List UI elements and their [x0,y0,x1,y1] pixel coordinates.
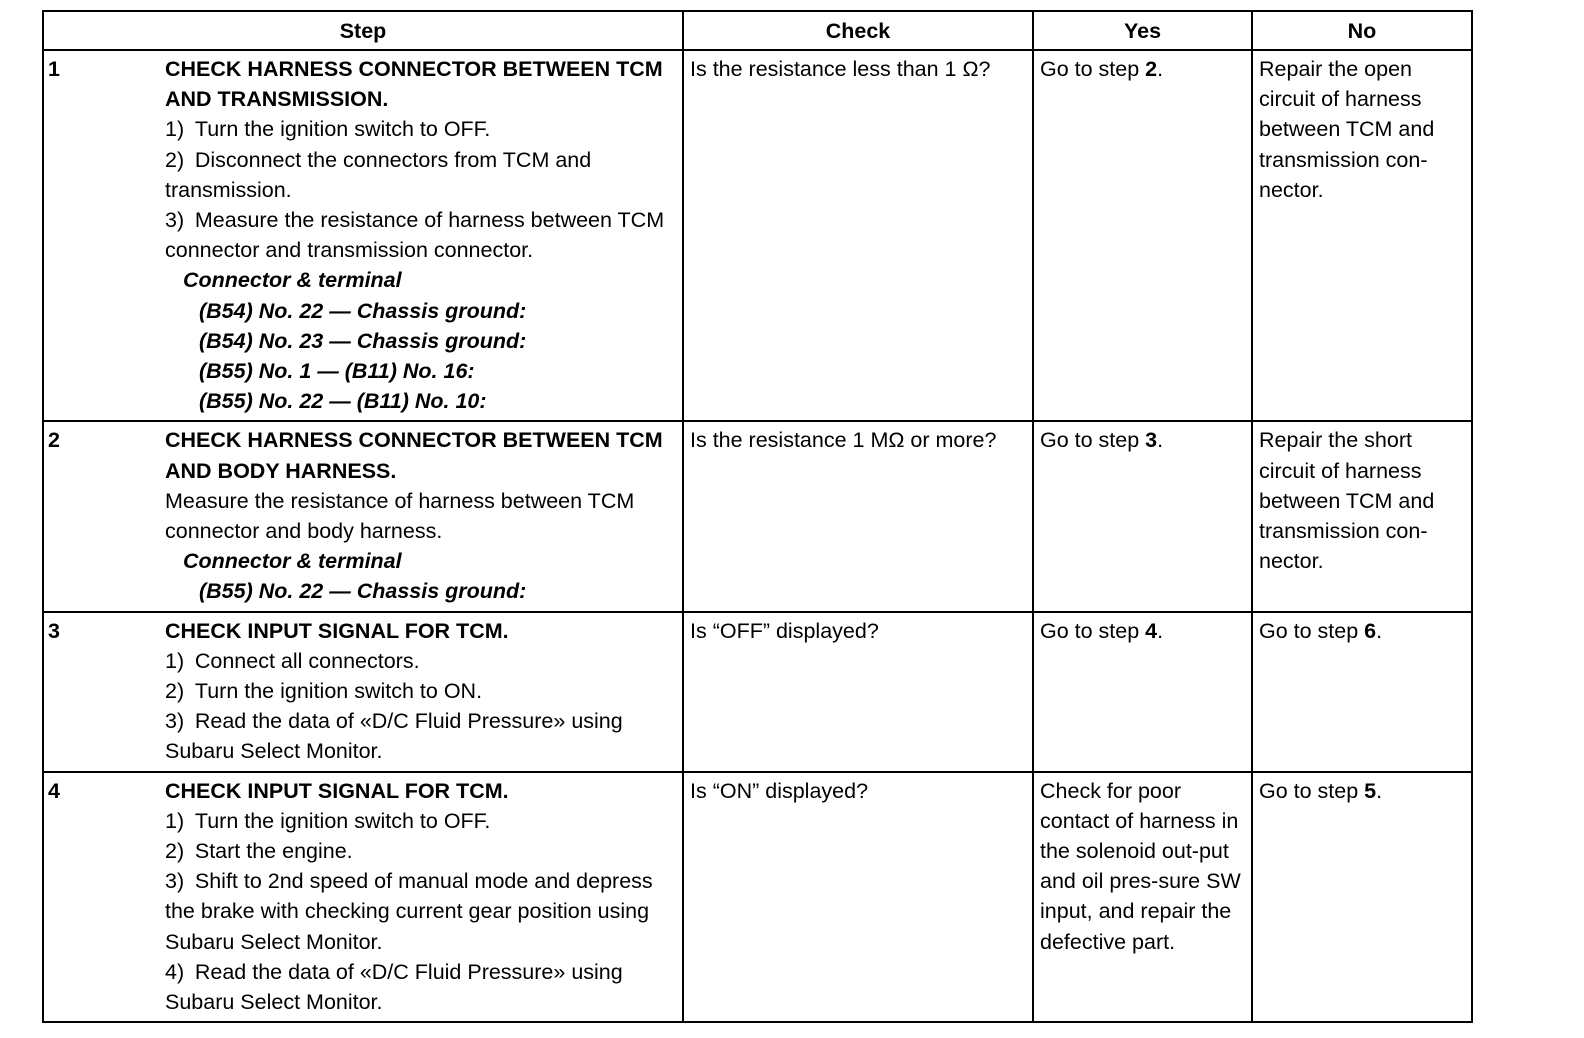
check-cell: Is “OFF” displayed? [683,612,1033,772]
table-row [43,50,1472,421]
step-description [165,612,683,772]
terminal-spec: (B54) No. 22 — Chassis ground: [199,298,527,323]
header-step: Step [43,11,683,50]
terminal-spec: (B55) No. 22 — Chassis ground: [199,579,527,604]
no-cell [1252,50,1472,421]
step-instruction: 1) Connect all connectors. [165,648,420,673]
yes-cell [1033,421,1252,611]
step-instruction: 2) Disconnect the connectors from TCM and transmission. [165,147,592,202]
yes-text: Check for poor contact of harness in the solenoid out-put and oil pres-sure SW input, and repair the defective part. [1040,778,1241,954]
terminal-spec: (B54) No. 23 — Chassis ground: [199,328,527,353]
no-text: Go to step [1259,618,1365,643]
connector-terminal-label: Connector & terminal [183,268,402,293]
no-cell [1252,772,1472,1023]
step-instruction: 2) Start the engine. [165,839,353,864]
check-cell: Is “ON” displayed? [683,772,1033,1023]
step-number: 2 [43,421,165,611]
step-number: 1 [43,50,165,421]
connector-terminal-label: Connector & terminal [183,549,402,574]
yes-step-ref: 2 [1145,57,1158,81]
step-title: CHECK HARNESS CONNECTOR BETWEEN TCM AND TRANSMISSION. [165,57,663,112]
step-instruction: 1) Turn the ignition switch to OFF. [165,117,491,142]
step-description [165,50,683,421]
step-number: 4 [43,772,165,1023]
table-body [43,50,1472,1022]
step-instruction: 4) Read the data of «D/C Fluid Pressure» using Subaru Select Monitor. [165,959,623,1015]
step-description [165,772,683,1023]
yes-suffix: . [1157,57,1164,81]
no-step-ref: 6 [1364,618,1377,643]
yes-cell [1033,612,1252,772]
no-text: Repair the open circuit of harness between TCM and transmission con-nector. [1259,57,1435,202]
terminal-spec: (B55) No. 1 — (B11) No. 16: [199,359,475,384]
no-step-ref: 5 [1364,778,1377,803]
yes-suffix: . [1157,618,1164,643]
check-cell: Is the resistance less than 1 Ω? [683,50,1033,421]
header-yes: Yes [1033,11,1252,50]
no-text: Go to step [1259,778,1365,803]
header-check: Check [683,11,1033,50]
step-instruction: 3) Read the data of «D/C Fluid Pressure» using Subaru Select Monitor. [165,709,623,764]
step-title: CHECK INPUT SIGNAL FOR TCM. [165,778,509,803]
yes-text: Go to step [1040,57,1146,81]
table-row [43,612,1472,772]
step-instruction: 2) Turn the ignition switch to ON. [165,679,483,704]
step-title: CHECK HARNESS CONNECTOR BETWEEN TCM AND BODY HARNESS. [165,428,663,483]
no-text: Repair the short circuit of harness between TCM and transmission con-nector. [1259,428,1435,574]
step-instruction: 3) Shift to 2nd speed of manual mode and depress the brake with checking current gear position using Subaru Select Monitor. [165,869,653,954]
no-suffix: . [1376,618,1383,643]
no-suffix: . [1376,778,1383,803]
yes-text: Go to step [1040,618,1146,643]
yes-cell [1033,50,1252,421]
step-instruction: 1) Turn the ignition switch to OFF. [165,808,491,833]
yes-step-ref: 4 [1145,618,1158,643]
yes-text: Go to step [1040,428,1146,453]
header-no: No [1252,11,1472,50]
diagnostic-table [42,10,1473,1023]
check-cell: Is the resistance 1 MΩ or more? [683,421,1033,611]
header-row [43,11,1472,50]
step-description [165,421,683,611]
step-title: CHECK INPUT SIGNAL FOR TCM. [165,618,509,643]
no-cell [1252,612,1472,772]
no-cell [1252,421,1472,611]
table-row [43,772,1472,1023]
step-instruction: 3) Measure the resistance of harness between TCM connector and transmission connector. [165,208,665,263]
terminal-spec: (B55) No. 22 — (B11) No. 10: [199,389,487,414]
yes-step-ref: 3 [1145,428,1158,453]
step-number: 3 [43,612,165,772]
yes-suffix: . [1157,428,1164,453]
table-row [43,421,1472,611]
step-instruction: Measure the resistance of harness between TCM connector and body harness. [165,488,635,544]
yes-cell [1033,772,1252,1023]
